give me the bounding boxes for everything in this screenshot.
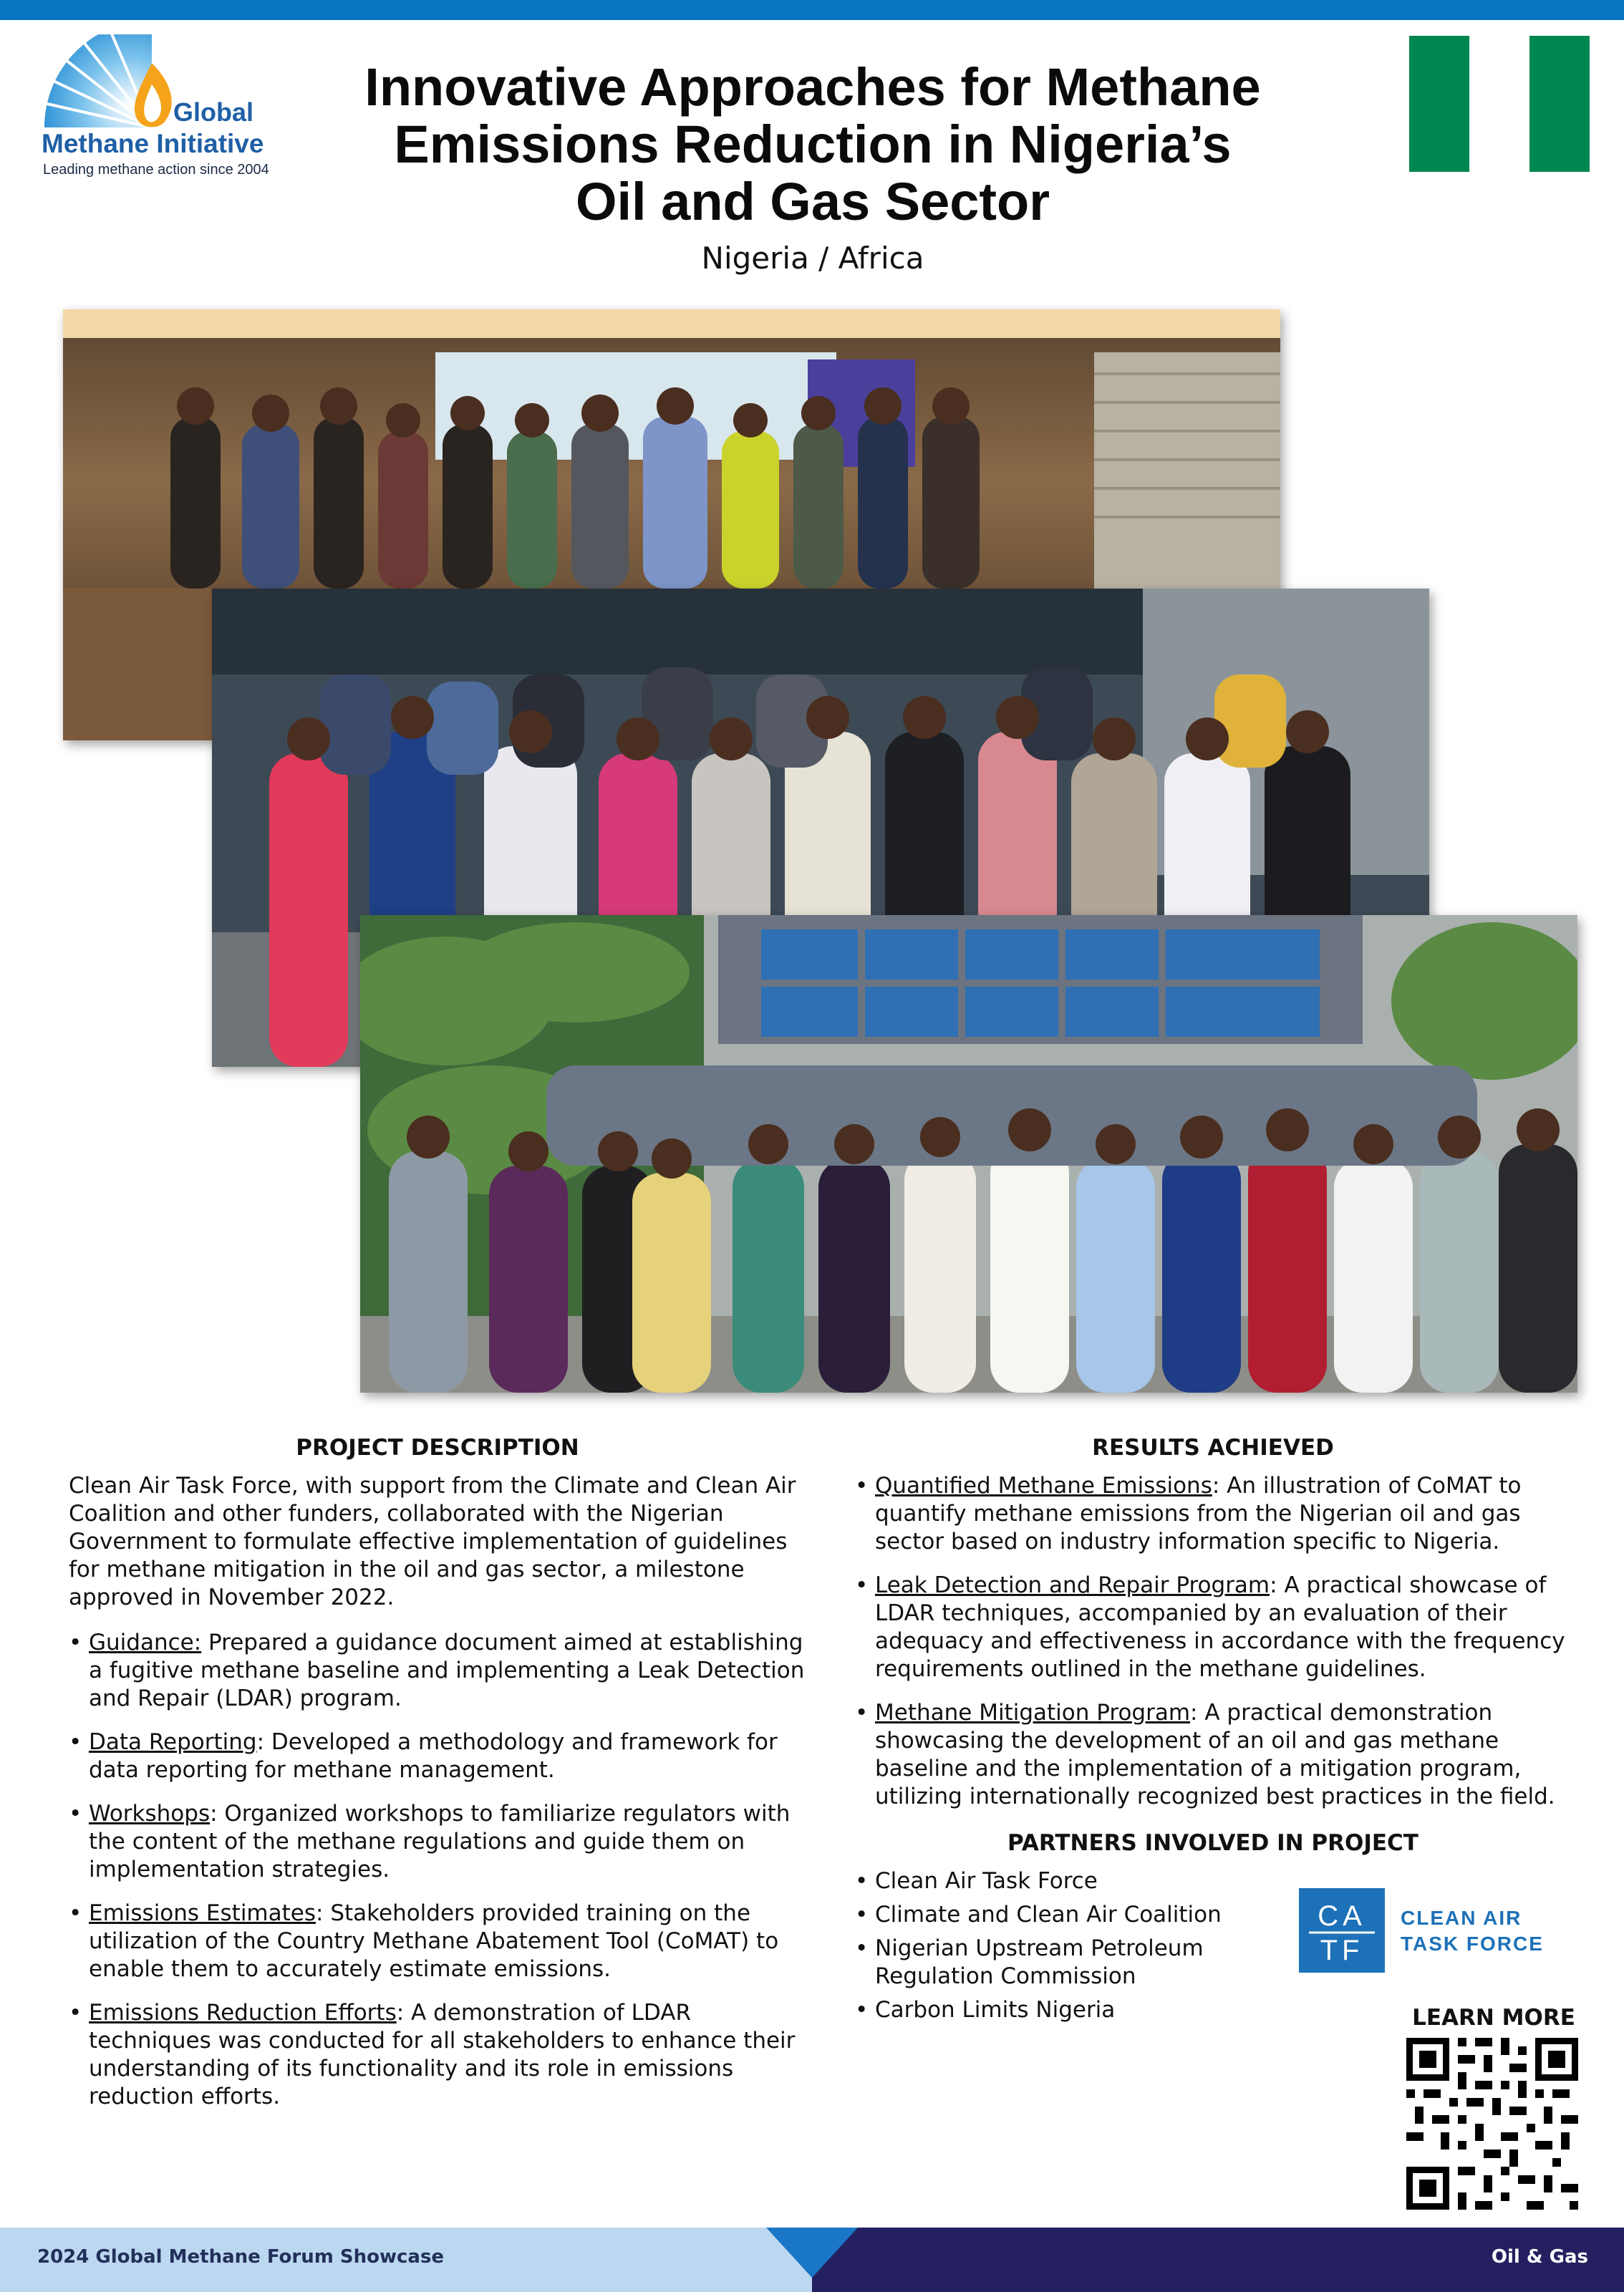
partner-item: • Nigerian Upstream Petroleum Regulation Commission [855,1935,1256,1991]
page-title [308,59,1318,231]
top-accent-bar [0,0,1624,20]
list-item-text: : A practical showcase of LDAR techniques, accompanied by an evaluation of their adequacy and effectiveness in accordance with the frequency requirements outlined in the methane guidelines. [875,1572,1565,1682]
catf-logo-line1: CLEAN AIR [1401,1907,1522,1929]
list-item-text: : An illustration of CoMAT to quantify methane emissions from the Nigerian oil and gas sector based on industry information specific to Nigeria. [875,1473,1522,1554]
list-item [69,1629,806,1713]
list-item-title: Emissions Reduction Efforts [89,2000,397,2026]
list-item-title: Emissions Estimates [89,1900,316,1926]
project-description-section [69,1434,806,2127]
catf-mark-bottom: TF [1320,1935,1364,1966]
clean-air-task-force-logo[interactable] [1299,1888,1557,1973]
project-description-intro: Clean Air Task Force, with support from the Climate and Clean Air Coalition and other funders, collaborated with the Nigerian Government to formulate effective implementation of guidelines for methane mitigation in the oil and gas sector, a milestone approved in November 2022. [69,1473,796,1610]
partner-item: • Carbon Limits Nigeria [855,1996,1256,2024]
list-item-text: : Developed a methodology and framework for data reporting for methane management. [89,1729,778,1783]
global-methane-initiative-logo[interactable] [37,34,295,185]
qr-code-icon[interactable] [1406,2038,1578,2210]
group-photo-outdoor-steps [360,915,1577,1393]
logo-tagline: Leading methane action since 2004 [43,162,269,178]
project-description-heading: PROJECT DESCRIPTION [296,1435,579,1461]
list-item [855,1572,1571,1683]
partner-item: • Clean Air Task Force [855,1867,1256,1895]
list-item-text: : A practical demonstration showcasing the development of an oil and gas methane baseline and the implementation of a mitigation program, utilizing internationally recognized best practices in the field. [875,1700,1555,1809]
learn-more-label: LEARN MORE [1412,2005,1575,2031]
sunburst-flame-icon [37,34,180,135]
list-item-title: Workshops [89,1801,211,1827]
list-item [855,1699,1571,1811]
results-heading: RESULTS ACHIEVED [1092,1435,1334,1461]
project-description-list [69,1629,806,2111]
list-item-title: Methane Mitigation Program [875,1700,1191,1726]
title-line: Oil and Gas Sector [575,172,1050,231]
list-item-text: Prepared a guidance document aimed at establishing a fugitive methane baseline and implementing a Leak Detection and Repair (LDAR) program. [89,1630,805,1711]
flag-stripe-green [1409,36,1469,172]
footer-left-panel [0,2228,812,2292]
footer-chevron-icon [766,2228,858,2292]
flag-stripe-white [1469,36,1529,172]
list-item-text: : Stakeholders provided training on the utilization of the Country Methane Abatement Tool (CoMAT) to enable them to accurately estimate emissions. [89,1900,779,1982]
list-item-title: Quantified Methane Emissions [875,1473,1212,1499]
partners-heading: PARTNERS INVOLVED IN PROJECT [1007,1830,1418,1856]
list-item [855,1472,1571,1556]
list-item [69,1728,806,1784]
footer-event-name: 2024 Global Methane Forum Showcase [37,2246,445,2268]
results-list [855,1472,1571,1811]
nigeria-flag [1409,36,1590,172]
list-item-text: : Organized workshops to familiarize regulators with the content of the methane regulations and guide them on implementation strategies. [89,1801,791,1882]
partners-list [855,1867,1256,2024]
list-item [69,1900,806,1983]
title-line: Emissions Reduction in Nigeria’s [394,115,1232,174]
footer-bar [0,2228,1624,2292]
list-item [69,1999,806,2111]
catf-logo-line2: TASK FORCE [1401,1933,1544,1955]
catf-mark-top: CA [1318,1900,1366,1932]
list-item-title: Leak Detection and Repair Program [875,1572,1270,1598]
list-item-title: Data Reporting [89,1729,257,1755]
list-item [69,1800,806,1884]
partner-item: • Climate and Clean Air Coalition [855,1901,1256,1929]
flag-stripe-green [1529,36,1590,172]
logo-word-global: Global [173,97,254,127]
catf-logo-mark [1299,1888,1385,1973]
footer-right-panel [812,2228,1624,2292]
logo-word-methane-initiative: Methane Initiative [42,129,264,158]
title-line: Innovative Approaches for Methane [364,57,1261,117]
footer-sector-label: Oil & Gas [1491,2246,1588,2268]
page-subtitle-location: Nigeria / Africa [701,241,924,276]
list-item-text: : A demonstration of LDAR techniques was conducted for all stakeholders to enhance their understanding of its functionality and its role in emissions reduction efforts. [89,2000,796,2109]
list-item-title: Guidance: [89,1630,202,1655]
catf-logo-text [1401,1905,1544,1957]
